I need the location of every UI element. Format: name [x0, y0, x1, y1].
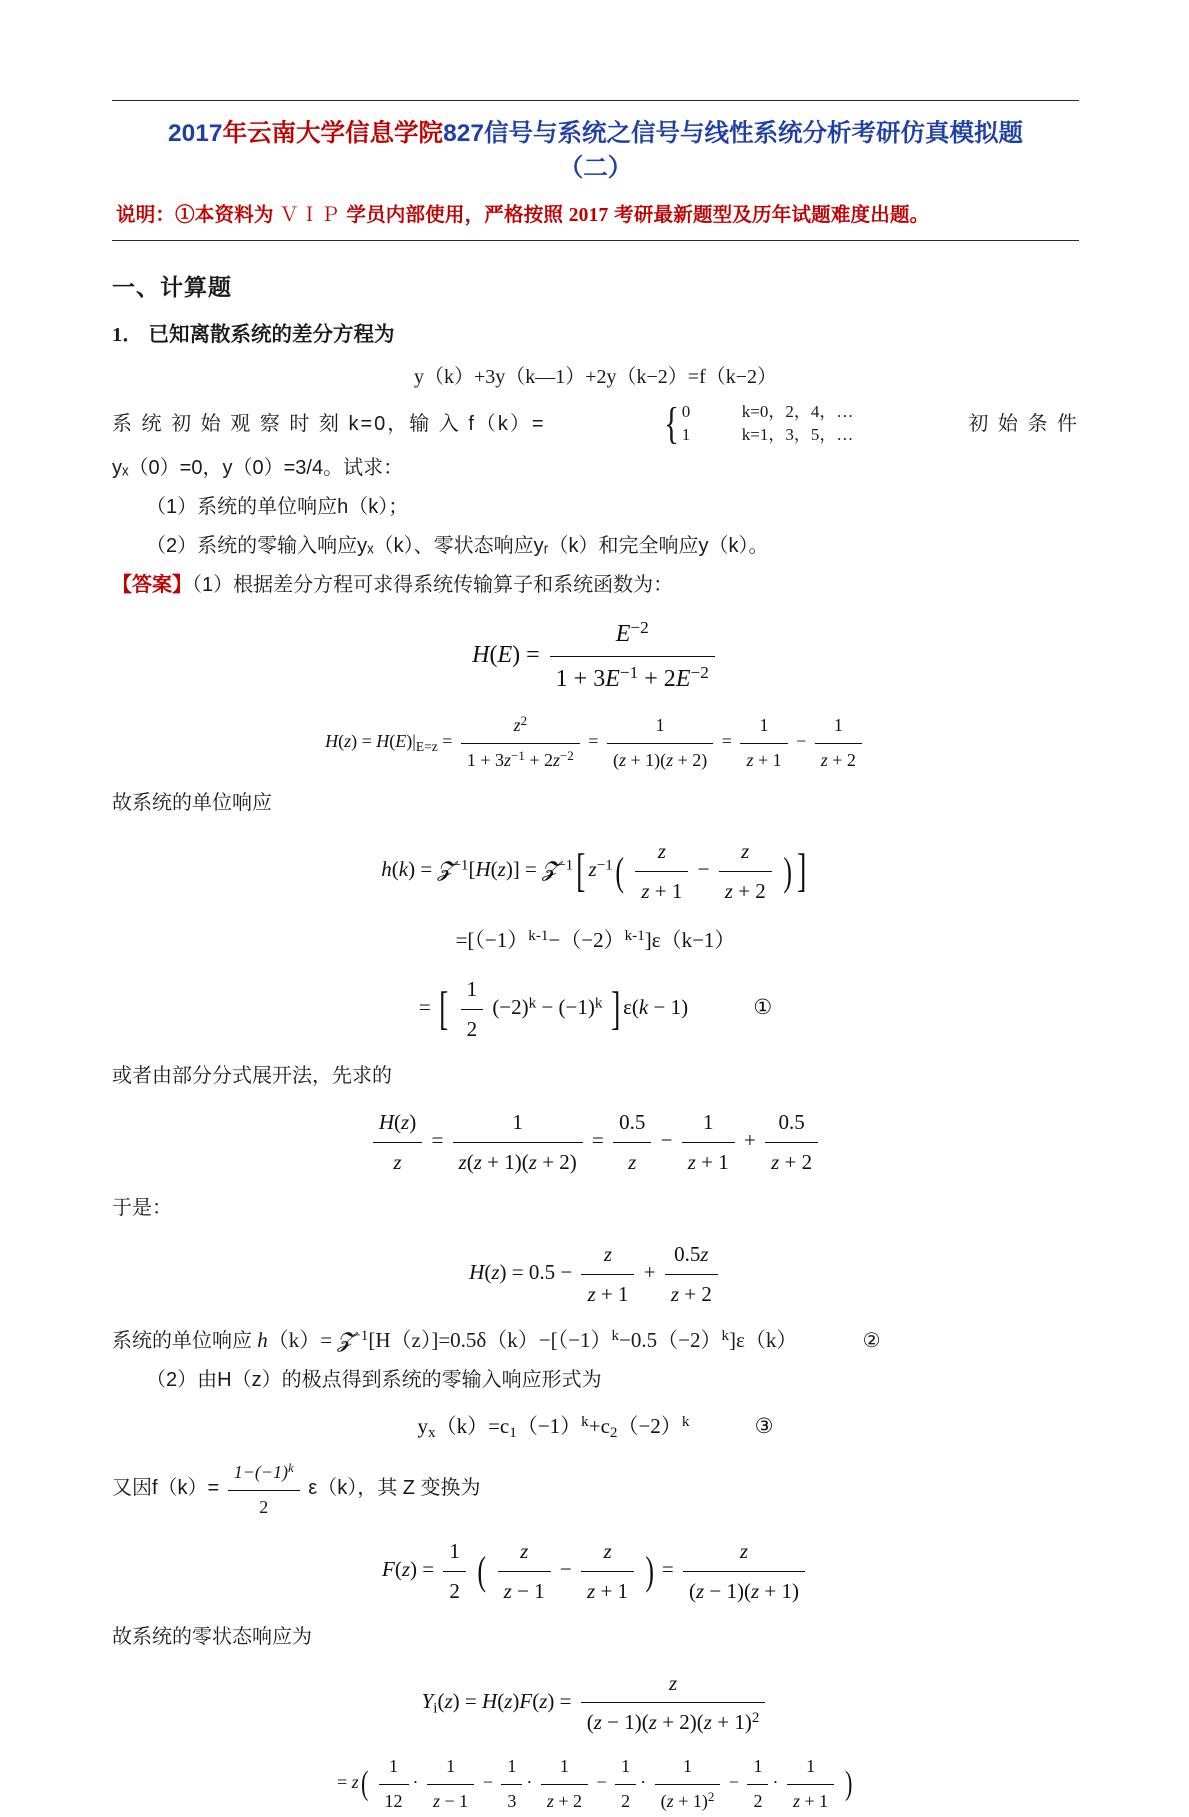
text-zero-state: 故系统的零状态响应为 [112, 1625, 312, 1648]
equation-F-of-z: F(z) = $\frac{1}{2}$ ( $\frac{z}{z - 1}$ − $\frac{z}{z + 1}$ ) = $\frac{z}{(z - 1)(z + 1)}$ [112, 1533, 1079, 1610]
title-tail: 信号与系统之信号与线性系统分析考研仿真模拟题 [483, 120, 1023, 147]
title-block [112, 101, 1079, 240]
text-unit-resp-inline: 系统的单位响应 [112, 1330, 252, 1353]
text-because-f-lead: 又因f（k）= [112, 1477, 220, 1500]
note-prefix: 说明：①本资料为 [116, 204, 274, 226]
document-note [116, 201, 1075, 230]
text-because-f [112, 1457, 1079, 1523]
subquestion-1: （1）系统的单位响应h（k）； [146, 496, 409, 518]
document-title-line1 [116, 117, 1075, 151]
equation-Yi-line2: = z( $\frac{1}{12}$ · $\frac{1}{z - 1}$ − $\frac{1}{3}$ · $\frac{1}{z + 2}$ − $\frac{1}{2}$ · $\frac{1}{(z + 1)^2}$ − $\frac{1}{2}$ · $\frac{1}{z + 1}$ ) [112, 1751, 1079, 1817]
equation-Hz-expanded: H(z) = 0.5 − $\frac{z}{z + 1}$ + $\frac{0.5z}{z + 2}$ [112, 1236, 1079, 1313]
question-title: 已知离散系统的差分方程为 [148, 323, 395, 347]
section-heading: 一、计算题 [112, 274, 232, 300]
question-main-equation: y（k）+3y（k—1）+2y（k−2）=f（k−2） [413, 366, 778, 389]
title-line2-text: （二） [558, 155, 633, 182]
title-code: 827 [443, 120, 484, 147]
case-top-value: 0 [681, 402, 691, 422]
cases-block [682, 401, 854, 447]
note-vip: ＶＩＰ [279, 205, 341, 226]
equation-h-k-line1: h(k) = 𝓩$^{-1}$[H(z)] = 𝓩$^{-1}$[ $z^{-1}$( $\frac{z}{z + 1}$ − $\frac{z}{z + 2}$ ) ] [112, 831, 1079, 912]
initial-values-line: yₓ（0）=0，y（0）=3/4。试求： [112, 457, 404, 479]
text-because-f-tail: ε（k），其 Z 变换为 [308, 1477, 481, 1500]
equation-Yi-line1: $Y_i(z) = H(z)F(z)$ = $\frac{z}{(z - 1)(z + 2)(z + 1)^2}$ [112, 1665, 1079, 1742]
case-bottom-value: 1 [681, 425, 691, 445]
initial-right-text: 初 始 条 件 [968, 412, 1079, 435]
answer-lead: （1）根据差分方程可求得系统传输算子和系统函数为： [192, 574, 674, 596]
question-number: 1． [112, 324, 143, 347]
subquestion-2: （2）系统的零输入响应yₓ（k）、零状态响应yᵣ（k）和完全响应y（k）。 [146, 535, 769, 557]
note-mid: 学员内部使用，严格按照 [346, 204, 564, 226]
equation-number-2: ② [862, 1330, 881, 1353]
case-row-bottom [682, 425, 854, 444]
text-partial-fraction: 或者由部分分式展开法，先求的 [112, 1065, 392, 1088]
text-unit-response: 故系统的单位响应 [112, 792, 272, 814]
case-bottom-condition: k=1，3，5，… [741, 425, 854, 445]
equation-number-3: ③ [754, 1414, 774, 1439]
text-sub2-lead: （2）由H（z）的极点得到系统的零输入响应形式为 [146, 1369, 602, 1392]
initial-left-text: 系 统 初 始 观 察 时 刻 k=0，输 入 f（k）= [112, 412, 546, 435]
note-year: 2017 [568, 205, 609, 226]
equation-number-1: ① [753, 994, 773, 1019]
question-heading [112, 317, 1079, 354]
equation-h-k-line2: $=[(-1)^{k-1}-(-2)^{k-1}]\varepsilon(k-1)$ [455, 927, 736, 952]
equation-y-x: $y_x(k)=c_1(-1)^k+c_2(-2)^k$ ③ [112, 1408, 1079, 1447]
case-top-condition: k=0，2，4，… [741, 402, 854, 422]
title-main: 年云南大学信息学院 [222, 120, 444, 147]
inline-frac-f: $\frac{1-(-1)^k}{2}$ [219, 1478, 308, 1498]
answer-tag: 【答案】 [112, 574, 192, 596]
title-year: 2017 [168, 120, 223, 147]
answer-line [112, 568, 1079, 603]
equation-Hz-over-z: $\frac{H(z)}{z}$ = $\frac{1}{z(z + 1)(z + 2)}$ = $\frac{0.5}{z}$ − $\frac{1}{z + 1}$ + $\frac{0.5}{z + 2}$ [112, 1104, 1079, 1181]
equation-h-k-final-line: 系统的单位响应 $h(k)= 𝓩^{-1}[H(z)]=0.5\delta(k)-[(-1)^k-0.5(-2)^k]\varepsilon(k)$ ② [112, 1322, 1079, 1359]
note-suffix: 考研最新题型及历年试题难度出题。 [614, 204, 930, 226]
case-row-top [682, 402, 854, 421]
equation-h-k-line3: = [ $\frac{1}{2}$ $(-2)^k - (-1)^k$ ] ε(k − 1) ① [112, 969, 1079, 1050]
initial-condition-line [112, 401, 1079, 447]
text-thus: 于是： [112, 1196, 172, 1219]
equation-H-of-z: $H(z) = H(E)|_{E=z}$ = $\frac{z^2}{1 + 3z^{-1} + 2z^{-2}}$ = $\frac{1}{(z + 1)(z + 2)}$ = $\frac{1}{z + 1}$ − $\frac{1}{z + 2}$ [112, 710, 1079, 776]
equation-H-of-E: H(E) = $\frac{E^{-2}}{1 + 3E^{-1} + 2E^{-2}}$ [112, 613, 1079, 700]
cases-brace-group [661, 401, 854, 447]
document-body [112, 241, 1079, 1817]
document-title-line2 [116, 151, 1075, 187]
left-brace: { [663, 399, 679, 449]
